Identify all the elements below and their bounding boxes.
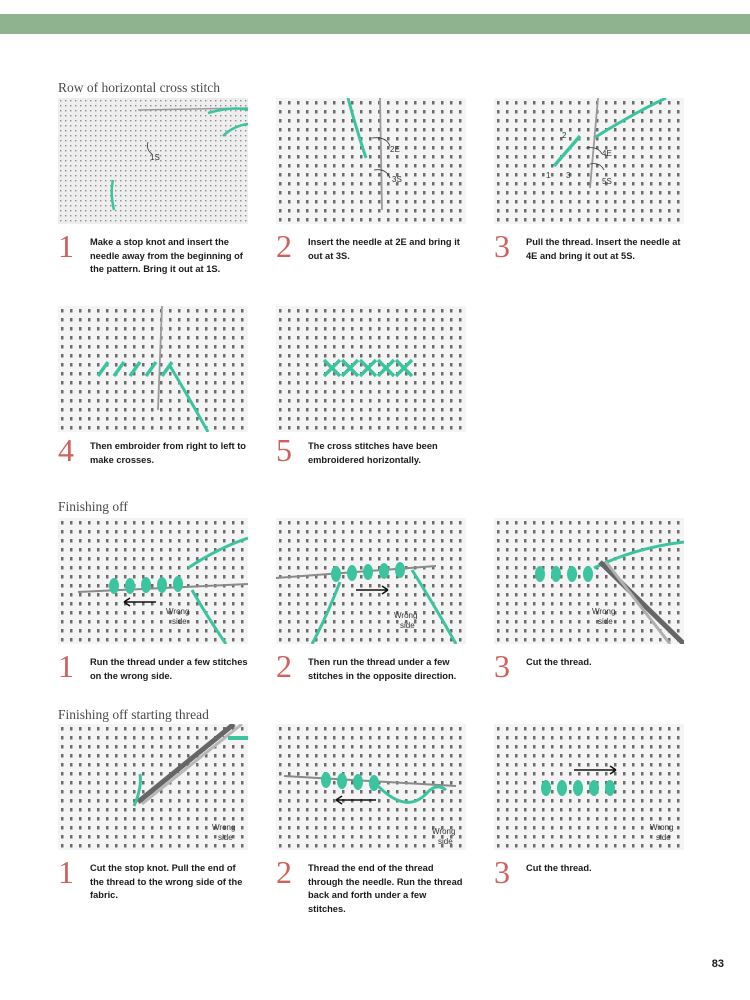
step-text: Insert the needle at 2E and bring it out at 3S. — [308, 237, 460, 261]
label-wrong: Wrong — [650, 823, 674, 832]
section-title-row: Row of horizontal cross stitch — [58, 80, 220, 95]
step-text: Pull the thread. Insert the needle at 4E and bring it out at 5S. — [526, 237, 681, 261]
step-text: Then run the thread under a few stitches in the opposite direction. — [308, 657, 457, 681]
step-number: 2 — [276, 648, 292, 684]
photo-finish-start-step-3 — [494, 724, 684, 850]
photo-finish-start-step-2 — [276, 724, 466, 850]
label-wrong: Wrong — [592, 607, 616, 616]
section-title-finishing-start: Finishing off starting thread — [58, 707, 209, 722]
label-side: side — [656, 833, 671, 842]
label-2: 2 — [562, 131, 567, 140]
label-2e: 2E — [390, 145, 400, 154]
label-wrong: Wrong — [394, 611, 418, 620]
photo-finish-start-step-1 — [58, 724, 248, 850]
accent-bar — [0, 14, 750, 34]
step-number: 2 — [276, 854, 292, 890]
page-number: 83 — [711, 958, 724, 970]
label-1: 1 — [546, 171, 551, 180]
step-text: Thread the end of the thread through the needle. Run the thread back and forth under a few stitches. — [308, 863, 463, 914]
photo-row-step-5 — [276, 306, 466, 432]
label-4e: 4E — [602, 149, 612, 158]
label-1s: 1S — [150, 153, 160, 162]
label-side: side — [598, 617, 613, 626]
step-number: 2 — [276, 228, 292, 264]
label-wrong: Wrong — [166, 607, 190, 616]
section-title-finishing: Finishing off — [58, 499, 128, 514]
photo-row-step-3 — [494, 98, 684, 224]
step-number: 1 — [58, 648, 74, 684]
step-number: 3 — [494, 228, 510, 264]
label-side: side — [218, 833, 233, 842]
step-text: Then embroider from right to left to make crosses. — [90, 441, 246, 465]
label-wrong: Wrong — [432, 827, 456, 836]
photo-row-step-4 — [58, 306, 248, 432]
step-number: 4 — [58, 432, 74, 468]
label-side: side — [400, 621, 415, 630]
step-number: 1 — [58, 854, 74, 890]
photo-row-step-1 — [58, 98, 248, 224]
label-wrong: Wrong — [212, 823, 236, 832]
step-number: 3 — [494, 648, 510, 684]
label-side: side — [438, 837, 453, 846]
label-3: 3 — [566, 171, 571, 180]
step-number: 5 — [276, 432, 292, 468]
step-text: Cut the thread. — [526, 657, 592, 667]
photo-finish-step-1 — [58, 518, 248, 644]
step-text: Make a stop knot and insert the needle away from the beginning of the pattern. Bring it out at 1S. — [90, 237, 243, 274]
step-text: The cross stitches have been embroidered horizontally. — [308, 441, 438, 465]
step-text: Cut the stop knot. Pull the end of the thread to the wrong side of the fabric. — [90, 863, 243, 900]
photo-finish-step-2 — [276, 518, 466, 644]
label-side: side — [172, 617, 187, 626]
label-3s: 3S — [392, 175, 402, 184]
step-number: 1 — [58, 228, 74, 264]
photo-row-step-2 — [276, 98, 466, 224]
step-text: Run the thread under a few stitches on the wrong side. — [90, 657, 248, 681]
photo-finish-step-3 — [494, 518, 684, 644]
step-text: Cut the thread. — [526, 863, 592, 873]
step-number: 3 — [494, 854, 510, 890]
label-5s: 5S — [602, 177, 612, 186]
